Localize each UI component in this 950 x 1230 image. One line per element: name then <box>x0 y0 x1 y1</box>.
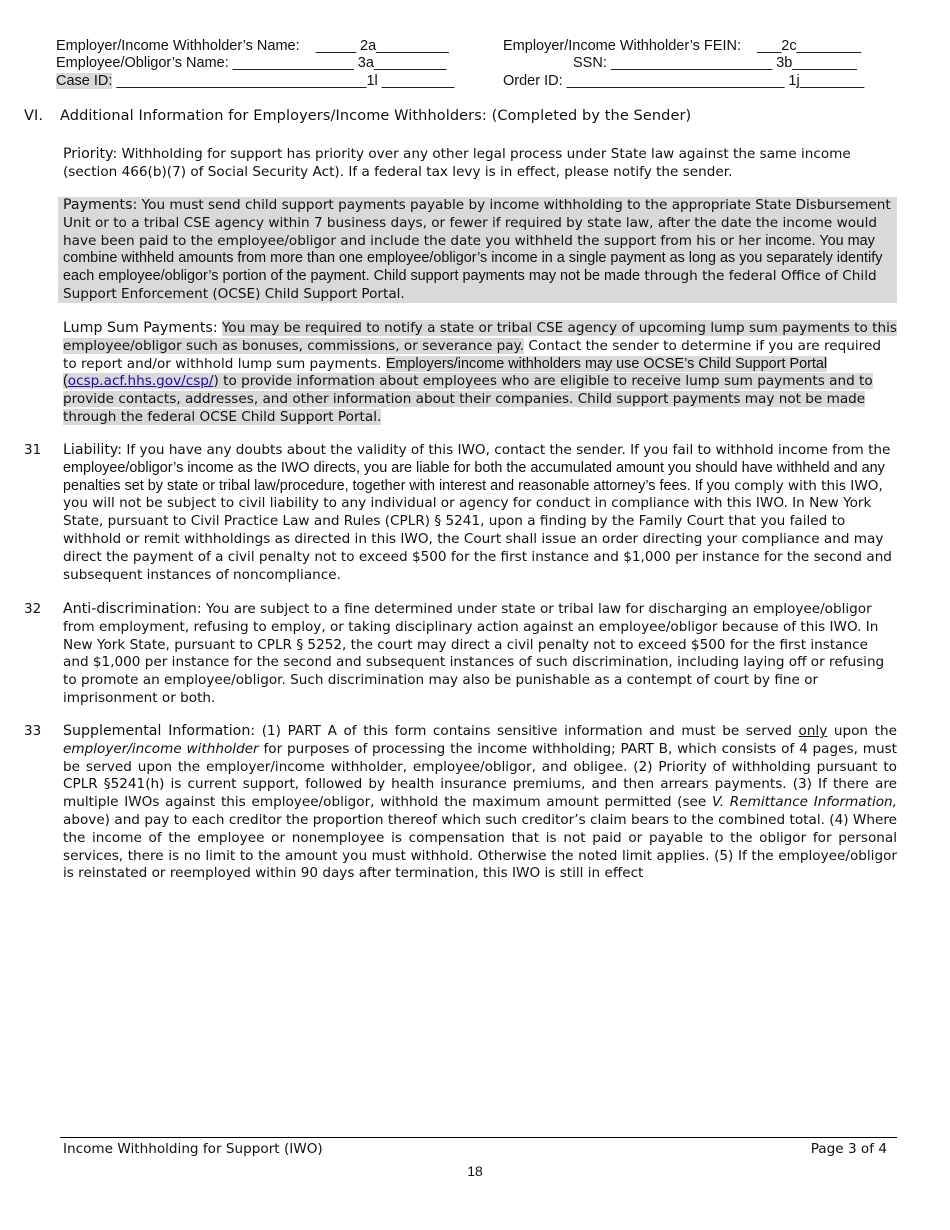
liability-paragraph <box>63 442 897 584</box>
supplemental-emph: employer/income withholder <box>63 740 259 757</box>
obligor-name-value: _______________ 3a_________ <box>232 55 447 71</box>
employer-fein-value: ___2c________ <box>757 38 862 54</box>
employer-fein-row <box>503 38 861 55</box>
payments-text-b: income. You may combine withheld amounts from more than one employee/obligor’s income in a single payment as long as you separately identify each employee/obligor’s portion of the payment. Child support payments may not be made <box>63 232 883 285</box>
anti-discrimination-paragraph <box>63 601 897 708</box>
priority-paragraph <box>63 146 897 182</box>
section-title: Additional Information for Employers/Income Withholders: (Completed by the Sender) <box>60 108 692 124</box>
lump-sum-lead: Lump Sum Payments: <box>63 320 218 336</box>
ssn-value: ____________________ 3b________ <box>610 55 857 71</box>
employer-name-row <box>56 38 449 55</box>
payments-text-a: You must send child support payments payable by income withholding to the appropriate State Disbursement Unit or to a tribal CSE agency within 7 business days, or fewer if required by state law, after the date the income would have been paid to the employee/obligor and include the date you withheld the support from his or her <box>63 197 891 249</box>
liability-number: 31 <box>24 442 42 458</box>
ssn-label: SSN: <box>573 55 607 71</box>
supplemental-text-a: (1) PART A of this form contains sensitive information and must be served <box>261 723 792 739</box>
obligor-name-label: Employee/Obligor’s Name: <box>56 55 229 71</box>
lump-sum-text-e: Child support payments may not be made through the federal OCSE Child Support Portal. <box>63 391 866 425</box>
liability-text-a: If you have any doubts about the validity of this IWO, contact the sender. If you fail to withhold income from the <box>126 442 891 458</box>
order-id-row <box>503 73 864 90</box>
liability-lead: Liability: <box>63 442 123 458</box>
case-id-value: _______________________________1l _________ <box>116 73 455 89</box>
supplemental-paragraph <box>63 723 897 883</box>
anti-discrimination-number: 32 <box>24 601 42 617</box>
lump-sum-text-d: ) to provide information about employees who are eligible to receive lump sum payments and to provide contacts, addresses, and other information about their companies. <box>63 373 873 408</box>
case-id-row <box>56 73 454 90</box>
employer-name-value: _____ 2a_________ <box>315 38 449 54</box>
payments-lead: Payments: <box>63 197 138 213</box>
supplemental-only: only <box>798 723 828 739</box>
supplemental-text-d: above) and pay to each creditor the proportion thereof which such creditor’s claim bears to the combined total. (4) Where the income of the employee or nonemployee is compensation that is not paid or payable to the obligor for personal services, there is no limit to the amount you must withhold. Otherwise the noted limit applies. (5) If the employee/obligor is reinstated or reemployed within 90 days after termination, this IWO is still in effect <box>63 811 897 882</box>
lump-sum-text-b: Contact the sender to determine if you are required to report and/or withhold lump sum payments. <box>63 337 881 372</box>
lump-sum-text-c: Employers/income withholders may use OCSE’s Child Support Portal ( <box>63 355 828 390</box>
lump-sum-text-a: You may be required to notify a state or tribal CSE agency of upcoming lump sum payments to this employee/obligor such as bonuses, commissions, or severance pay. <box>63 320 897 354</box>
payments-text-c: through the federal Office of Child Support Enforcement (OCSE) Child Support Portal. <box>63 268 877 302</box>
liability-text-c: comply with this IWO, you will not be subject to civil liability to any individual or agency for conduct in compliance with this IWO. In New York State, pursuant to Civil Practice Law and Rules (CPLR) § 5241, upon a finding by the Family Court that you failed to withhold or remit withholdings as directed in this IWO, the Court shall issue an order directing your compliance and may direct the payment of a civil penalty not to exceed $500 for the first instance and $1,000 per instance for the second and subsequent instances of noncompliance. <box>63 477 892 583</box>
anti-discrimination-lead: Anti-discrimination: <box>63 601 202 617</box>
supplemental-text-b: upon the <box>833 723 897 739</box>
obligor-name-row <box>56 55 446 72</box>
supplemental-ref: V. Remittance Information, <box>712 794 897 811</box>
lump-sum-paragraph <box>63 320 897 427</box>
priority-lead: Priority: <box>63 146 118 162</box>
order-id-label: Order ID: <box>503 73 563 89</box>
ssn-row <box>573 55 857 72</box>
csp-portal-link[interactable]: ocsp.acf.hhs.gov/csp/ <box>67 373 214 390</box>
employer-name-label: Employer/Income Withholder’s Name: <box>56 38 300 54</box>
footer-page-number: 18 <box>467 1163 483 1179</box>
order-id-value: ___________________________ 1j________ <box>566 73 865 89</box>
supplemental-lead: Supplemental Information: <box>63 723 256 739</box>
payments-paragraph <box>63 197 897 304</box>
priority-text: Withholding for support has priority over any other legal process under State law against the same income (section 466(b)(7) of Social Security Act). If a federal tax levy is in effect, please notify the sender. <box>63 146 851 180</box>
footer-form-name: Income Withholding for Support (IWO) <box>63 1141 323 1157</box>
supplemental-number: 33 <box>24 723 42 739</box>
employer-fein-label: Employer/Income Withholder’s FEIN: <box>503 38 741 54</box>
liability-text-b: employee/obligor’s income as the IWO directs, you are liable for both the accumulated amount you should have withheld and any penalties set by state or tribal law/procedure, together with interest and reasonable attorney’s fees. If you <box>63 459 885 494</box>
footer-page-label: Page 3 of 4 <box>810 1141 887 1157</box>
supplemental-text-c: for purposes of processing the income withholding; PART B, which consists of 4 pages, must be served upon the employer/income withholder, employee/obligor, and obligee. (2) Priority of withholding pursuant to CPLR §5241(h) is current support, followed by health insurance premiums, and then arrears payments. (3) If there are multiple IWOs against this employee/obligor, withhold the maximum amount permitted (see <box>63 740 897 811</box>
section-number: VI. <box>24 108 44 124</box>
footer-divider <box>60 1137 897 1138</box>
case-id-label: Case ID: <box>56 73 113 89</box>
anti-discrimination-text: You are subject to a fine determined under state or tribal law for discharging an employee/obligor from employment, refusing to employ, or taking disciplinary action against an employee/obligor because of this IWO. In New York State, pursuant to CPLR § 5252, the court may direct a civil penalty not to exceed $500 for the first instance and $1,000 per instance for the second and subsequent instances of such discrimination, including laying off or refusing to promote an employee/obligor. Such discrimination may also be punishable as a contempt of court by fine or imprisonment or both. <box>63 601 885 706</box>
